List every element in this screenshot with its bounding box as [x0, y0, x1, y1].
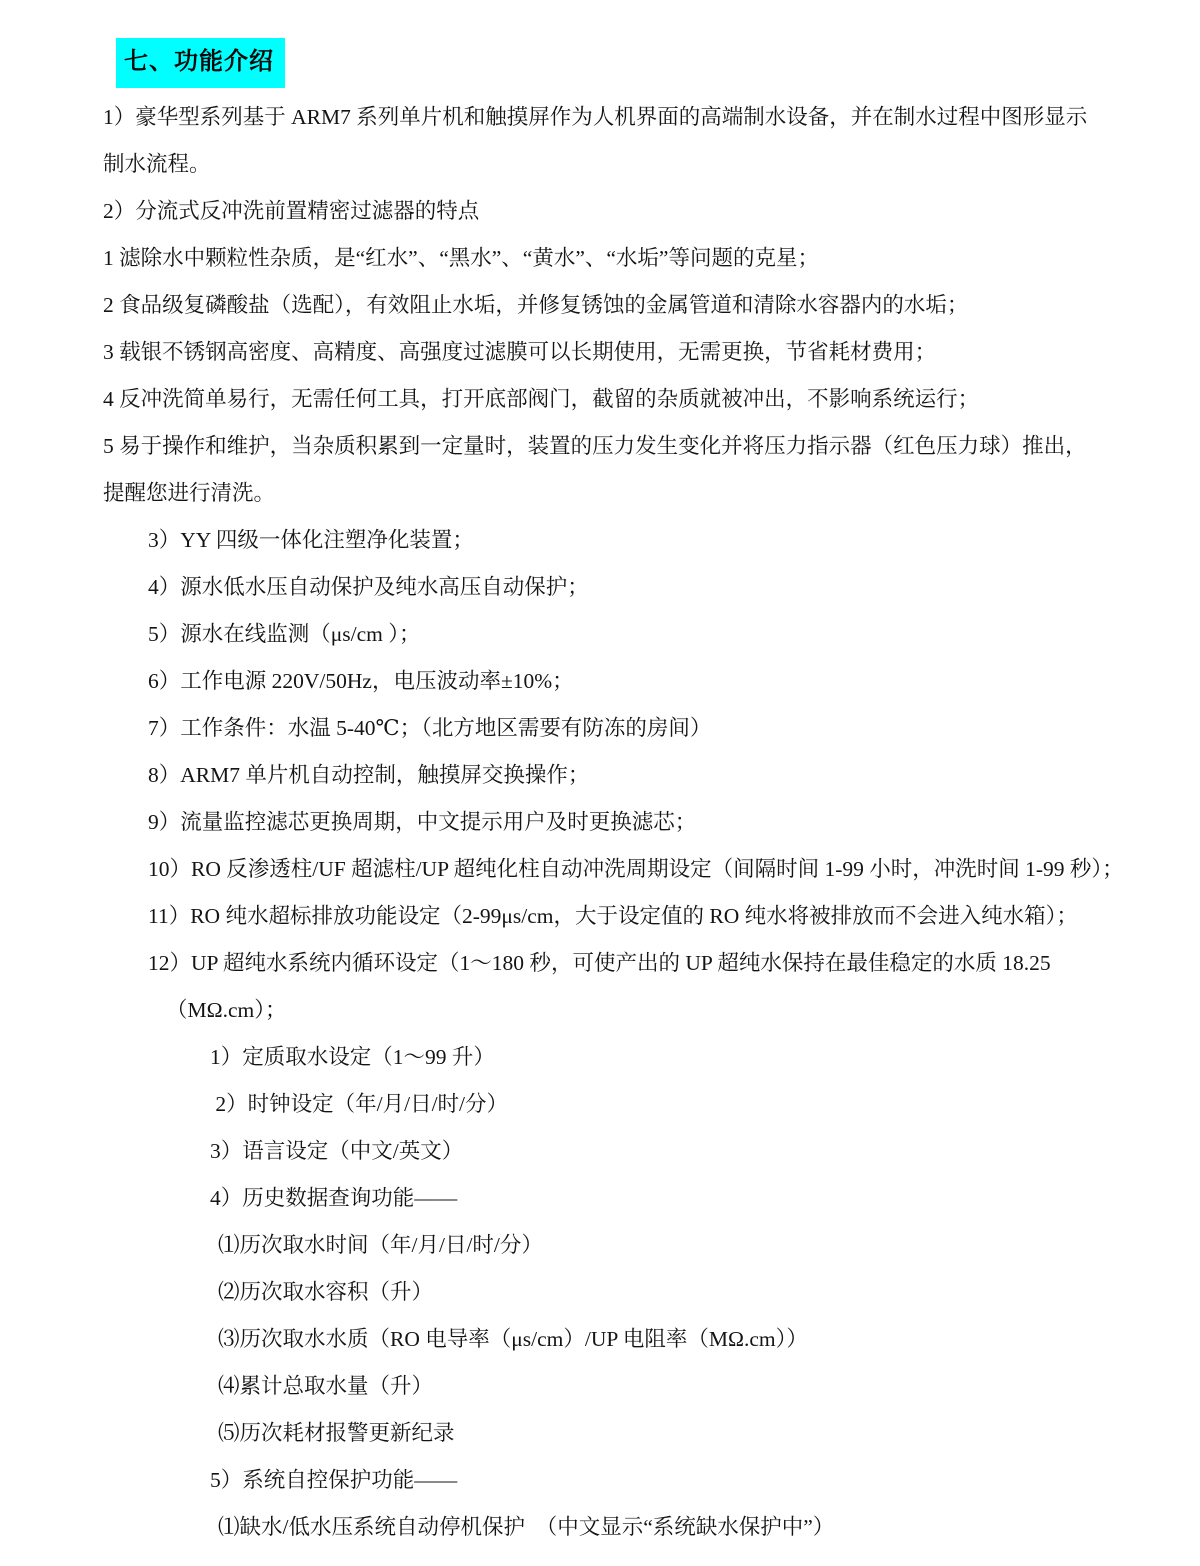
text-line: 4 反冲洗简单易行，无需任何工具，打开底部阀门，截留的杂质就被冲出，不影响系统运行； — [103, 387, 980, 411]
text-line: 9）流量监控滤芯更换周期，中文提示用户及时更换滤芯； — [148, 810, 697, 834]
text-line: 2）分流式反冲洗前置精密过滤器的特点 — [103, 199, 480, 223]
text-line: 制水流程。 — [103, 152, 211, 176]
text-line: 1 滤除水中颗粒性杂质，是“红水”、“黑水”、“黄水”、“水垢”等问题的克星； — [103, 246, 819, 270]
text-line: 5）源水在线监测（μs/cm ）； — [148, 622, 421, 646]
text-line: 8）ARM7 单片机自动控制，触摸屏交换操作； — [148, 763, 590, 787]
text-line: ⑶历次取水水质（RO 电导率（μs/cm）/UP 电阻率（MΩ.cm）） — [218, 1327, 808, 1351]
text-line: 3）YY 四级一体化注塑净化装置； — [148, 528, 474, 552]
text-line: ⑸历次耗材报警更新纪录 — [218, 1421, 455, 1445]
text-line: ⑵历次取水容积（升） — [218, 1280, 434, 1304]
text-line: 11）RO 纯水超标排放功能设定（2-99μs/cm，大于设定值的 RO 纯水将被排放而不会进入纯水箱）； — [148, 904, 1078, 928]
text-line: 4）源水低水压自动保护及纯水高压自动保护； — [148, 575, 589, 599]
text-line: ⑷累计总取水量（升） — [218, 1374, 434, 1398]
section-heading: 七、功能介绍 — [116, 38, 285, 88]
text-line: 12）UP 超纯水系统内循环设定（1～180 秒，可使产出的 UP 超纯水保持在最佳稳定的水质 18.25 — [148, 951, 1051, 975]
text-line: ⑴历次取水时间（年/月/日/时/分） — [218, 1233, 543, 1257]
document-body — [0, 94, 1200, 1551]
text-line: 2）时钟设定（年/月/日/时/分） — [210, 1092, 509, 1116]
text-line: 1）定质取水设定（1～99 升） — [210, 1045, 495, 1069]
text-line: 7）工作条件：水温 5-40℃；（北方地区需要有防冻的房间） — [148, 716, 712, 740]
text-line: 6）工作电源 220V/50Hz，电压波动率±10%； — [148, 669, 574, 693]
text-line: 提醒您进行清洗。 — [103, 481, 276, 505]
text-line: （MΩ.cm）； — [166, 998, 287, 1022]
text-line: 3）语言设定（中文/英文） — [210, 1139, 464, 1163]
text-line: 10）RO 反渗透柱/UF 超滤柱/UP 超纯化柱自动冲洗周期设定（间隔时间 1-99 小时，冲洗时间 1-99 秒）； — [148, 857, 1124, 881]
text-line: 5 易于操作和维护，当杂质积累到一定量时，装置的压力发生变化并将压力指示器（红色压力球）推出， — [103, 434, 1087, 458]
text-line: 1）豪华型系列基于 ARM7 系列单片机和触摸屏作为人机界面的高端制水设备，并在制水过程中图形显示 — [103, 105, 1088, 129]
text-line: ⑴缺水/低水压系统自动停机保护 （中文显示“系统缺水保护中”） — [218, 1515, 835, 1539]
text-line: 2 食品级复磷酸盐（选配），有效阻止水垢，并修复锈蚀的金属管道和清除水容器内的水垢； — [103, 293, 969, 317]
text-line: 4）历史数据查询功能—— — [210, 1186, 458, 1210]
text-line: 3 载银不锈钢高密度、高精度、高强度过滤膜可以长期使用，无需更换，节省耗材费用； — [103, 340, 937, 364]
text-line: 5）系统自控保护功能—— — [210, 1468, 458, 1492]
